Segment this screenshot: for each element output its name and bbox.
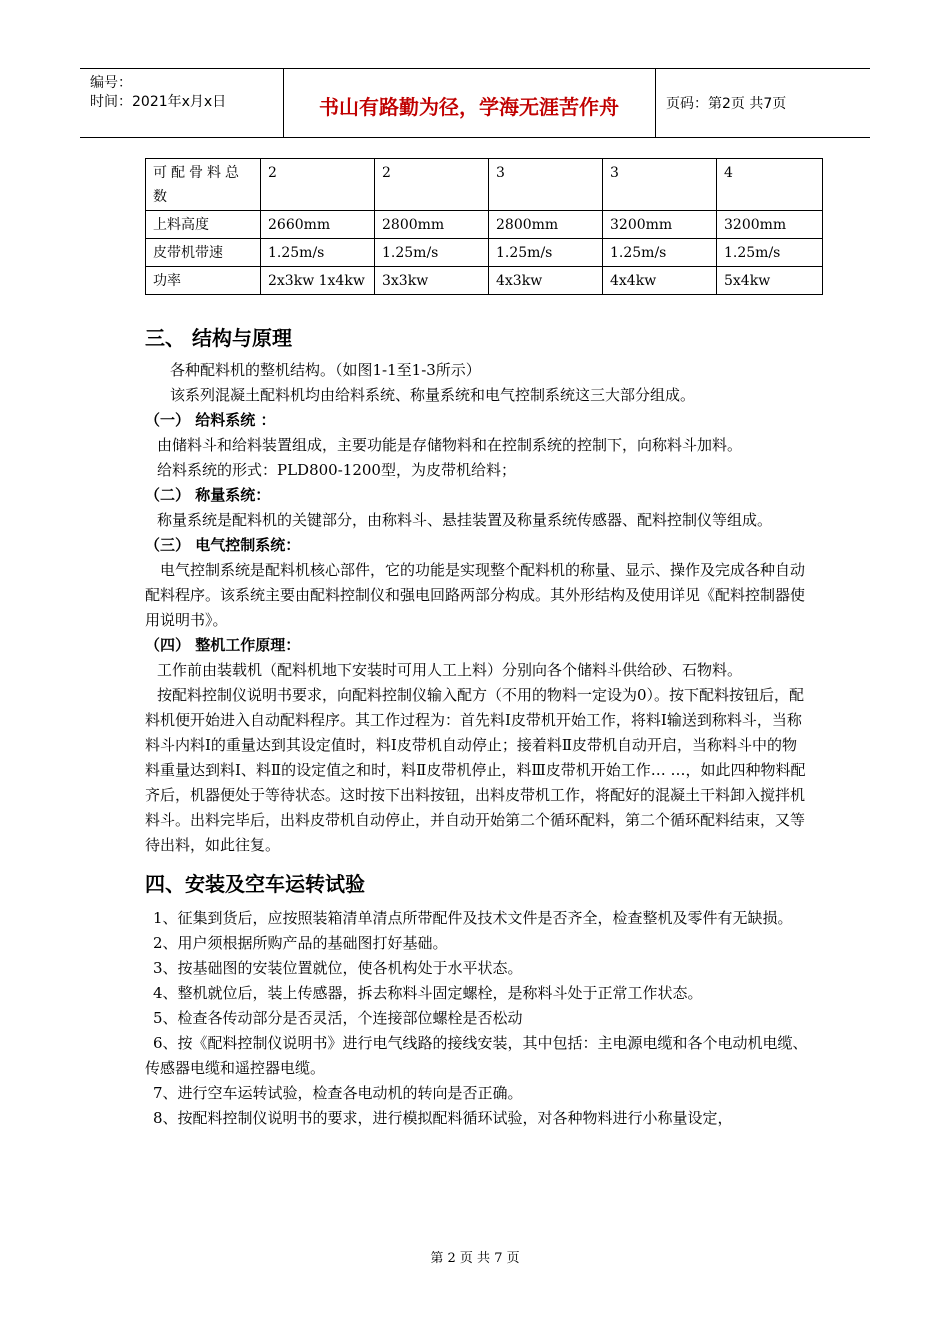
subsection-3-paragraph: 电气控制系统是配料机核心部件，它的功能是实现整个配料机的称量、显示、操作及完成各种自动配料程序。该系统主要由配料控制仪和强电回路两部分构成。其外形结构及使用详见《配料控制器使用说明书》。: [145, 561, 806, 629]
table-cell: 4x3kw: [489, 267, 603, 295]
header-motto: 书山有路勤为径，学海无涯苦作舟: [319, 95, 619, 119]
table-cell: 1.25m/s: [489, 239, 603, 267]
table-row: [146, 239, 823, 267]
list-item: 3、按基础图的安装位置就位，使各机构处于水平状态。: [153, 959, 523, 977]
table-row: [146, 159, 823, 211]
table-cell: 2800mm: [375, 211, 489, 239]
table-cell: 2660mm: [261, 211, 375, 239]
subsection-1-paragraph-1: 由储料斗和给料装置组成，主要功能是存储物料和在控制系统的控制下，向称料斗加料。: [157, 436, 743, 454]
doc-date-label: 时间：2021年x月x日: [90, 94, 227, 110]
header-motto-cell: [283, 69, 656, 137]
doc-number-label: 编号：: [90, 75, 132, 91]
row-label: 上料高度: [146, 211, 261, 239]
section-3-title: 三、 结构与原理: [145, 326, 292, 350]
table-cell: 1.25m/s: [603, 239, 717, 267]
subsection-2-paragraph: 称量系统是配料机的关键部分，由称料斗、悬挂装置及称量系统传感器、配料控制仪等组成。: [157, 511, 773, 529]
section-4-title: 四、安装及空车运转试验: [145, 872, 365, 896]
table-cell: 1.25m/s: [717, 239, 823, 267]
list-item: 1、征集到货后，应按照装箱清单清点所带配件及技术文件是否齐全，检查整机及零件有无缺损。: [153, 909, 793, 927]
page-header: [80, 68, 870, 138]
table-cell: 3: [489, 159, 603, 211]
spec-table: [145, 158, 823, 295]
table-cell: 2x3kw 1x4kw: [261, 267, 375, 295]
table-cell: 4x4kw: [603, 267, 717, 295]
row-label: 皮带机带速: [146, 239, 261, 267]
table-cell: 1.25m/s: [375, 239, 489, 267]
list-item: 6、按《配料控制仪说明书》进行电气线路的接线安装，其中包括：主电源电缆和各个电动机电缆、传感器电缆和遥控器电缆。: [145, 1034, 808, 1077]
installation-steps-list: [145, 906, 810, 1131]
list-item: 2、用户须根据所购产品的基础图打好基础。: [153, 934, 448, 952]
table-cell: 3x3kw: [375, 267, 489, 295]
subsection-4-paragraph-1: 工作前由装载机（配料机地下安装时可用人工上料）分别向各个储料斗供给砂、石物料。: [157, 661, 743, 679]
table-cell: 5x4kw: [717, 267, 823, 295]
document-body: [145, 318, 810, 1131]
list-item: 7、进行空车运转试验，检查各电动机的转向是否正确。: [153, 1084, 523, 1102]
subsection-3-title: （三） 电气控制系统：: [145, 536, 301, 554]
table-cell: 2: [375, 159, 489, 211]
list-item: 5、检查各传动部分是否灵活，个连接部位螺栓是否松动: [153, 1009, 523, 1027]
table-row: [146, 211, 823, 239]
list-item: 4、整机就位后，装上传感器，拆去称料斗固定螺栓，是称料斗处于正常工作状态。: [153, 984, 703, 1002]
table-cell: 3: [603, 159, 717, 211]
row-label: 功率: [146, 267, 261, 295]
subsection-1-title: （一） 给料系统 ：: [145, 411, 276, 429]
table-cell: 2: [261, 159, 375, 211]
row-label: 可配骨料总数: [146, 159, 261, 211]
header-page-number: 页码：第2页 共7页: [666, 96, 787, 112]
list-item: 8、按配料控制仪说明书的要求，进行模拟配料循环试验，对各种物料进行小称量设定，: [153, 1109, 733, 1127]
section-3-intro-2: 该系列混凝土配料机均由给料系统、称量系统和电气控制系统这三大部分组成。: [170, 386, 696, 404]
subsection-4-paragraph-2: 按配料控制仪说明书要求，向配料控制仪输入配方（不用的物料一定设为0）。按下配料按钮后，配料机便开始进入自动配料程序。其工作过程为：首先料Ⅰ皮带机开始工作，将料Ⅰ输送到称料斗，当称料斗内料Ⅰ的重量达到其设定值时，料Ⅰ皮带机自动停止；接着料Ⅱ皮带机自动开启，当称料斗中的物料重量达到料Ⅰ、料Ⅱ的设定值之和时，料Ⅱ皮带机停止，料Ⅲ皮带机开始工作… …，如此四种物料配齐后，机器便处于等待状态。这时按下出料按钮，出料皮带机工作，将配好的混凝土干料卸入搅拌机料斗。出料完毕后，出料皮带机自动停止，并自动开始第二个循环配料，第二个循环配料结束，又等待出料，如此往复。: [145, 686, 806, 854]
subsection-2-title: （二） 称量系统：: [145, 486, 271, 504]
subsection-1-paragraph-2: 给料系统的形式：PLD800-1200型，为皮带机给料；: [157, 461, 516, 479]
table-cell: 3200mm: [717, 211, 823, 239]
table-cell: 3200mm: [603, 211, 717, 239]
table-cell: 2800mm: [489, 211, 603, 239]
subsection-4-title: （四） 整机工作原理：: [145, 636, 301, 654]
page-footer: 第 2 页 共 7 页: [430, 1251, 520, 1266]
header-page-cell: [656, 69, 870, 137]
table-row: [146, 267, 823, 295]
header-meta-cell: [80, 69, 284, 137]
table-cell: 4: [717, 159, 823, 211]
section-3-intro-1: 各种配料机的整机结构。（如图1-1至1-3所示）: [170, 361, 481, 379]
table-cell: 1.25m/s: [261, 239, 375, 267]
